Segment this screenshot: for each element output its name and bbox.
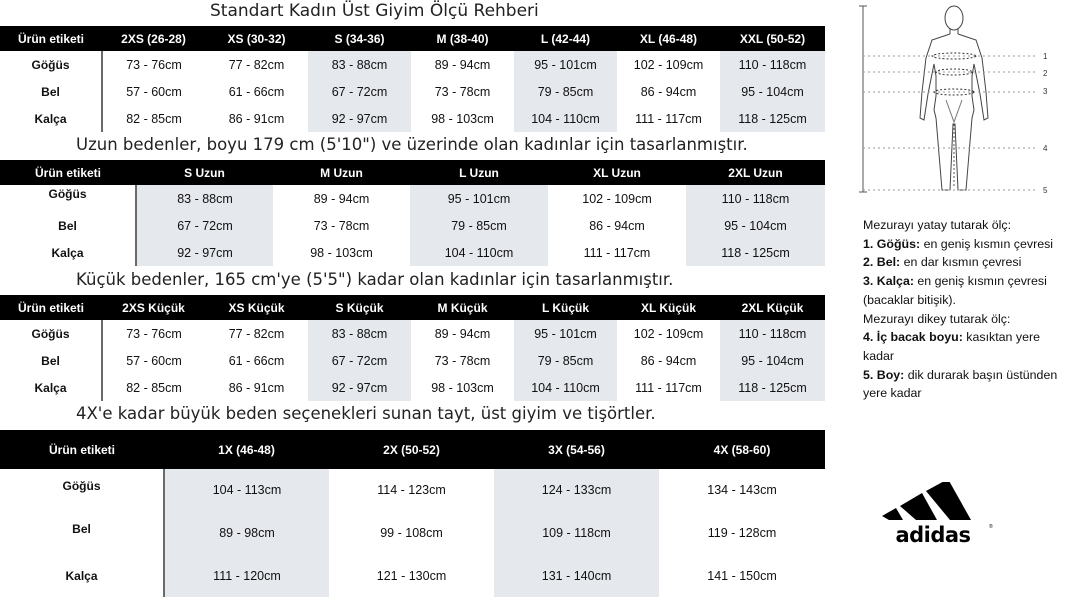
table-cell: 118 - 125cm [686,239,825,266]
table-cell: 98 - 103cm [431,111,494,126]
table-cell: 110 - 118cm [720,51,825,78]
table-cell: 98 - 103cm [310,245,373,260]
table-cell: 119 - 128cm [707,525,777,540]
adidas-performance-logo-icon [876,482,996,546]
marker-1: 1 [1043,52,1048,61]
logo-wordmark: adidas [895,523,971,546]
instruction-text: en dar kısmın çevresi [900,255,1022,270]
tall-note: Uzun bedenler, boyu 179 cm (5'10") ve üzerinde olan kadınlar için tasarlanmıştır. [76,135,748,154]
row-label: Göğüs [0,185,136,212]
table-cell: 83 - 88cm [308,320,411,347]
body-measurement-figure [850,0,1065,200]
table-row [0,320,825,347]
table-cell: 102 - 109cm [633,57,704,72]
table-cell: 83 - 88cm [136,185,273,212]
row-label: Kalça [0,105,102,132]
table-cell: 124 - 133cm [494,469,659,511]
table-cell: 104 - 113cm [164,469,329,511]
table-cell: 82 - 85cm [126,111,182,126]
table-cell: 111 - 117cm [635,380,702,395]
table-row [0,185,825,212]
table-cell: 92 - 97cm [308,105,411,132]
instruction-waist [863,253,1063,272]
table-cell: 86 - 91cm [228,380,285,395]
table-cell: 110 - 118cm [720,320,825,347]
table-cell: 79 - 85cm [410,212,548,239]
table-cell: 104 - 110cm [514,105,617,132]
table-cell: 67 - 72cm [308,78,411,105]
size-header: L (42-44) [514,26,617,51]
marker-4: 4 [1043,144,1048,153]
page-title: Standart Kadın Üst Giyim Ölçü Rehberi [210,1,539,21]
instruction-number: 1. Göğüs: [863,236,921,251]
table-cell: 121 - 130cm [376,568,447,583]
table-cell: 95 - 101cm [514,320,617,347]
row-label: Kalça [0,554,164,597]
row-label: Kalça [0,239,136,266]
table-cell: 95 - 104cm [720,347,825,374]
table-row [0,78,825,105]
tall-size-table [0,160,825,266]
table-cell: 82 - 85cm [126,380,182,395]
svg-text:®: ® [989,524,993,530]
table-cell: 110 - 118cm [686,185,825,212]
size-header: 2XL Küçük [720,295,825,320]
horizontal-instruction: Mezurayı yatay tutarak ölç: [863,218,1012,232]
size-header: XXL (50-52) [720,26,825,51]
size-header: XS (30-32) [205,26,308,51]
size-header: L Uzun [410,160,548,185]
table-row [0,212,825,239]
instruction-hips [863,272,1063,309]
table-cell: 67 - 72cm [136,212,273,239]
table-cell: 92 - 97cm [308,374,411,401]
standard-size-table [0,26,825,132]
instruction-text: dik durarak başın üstünden yere kadar [863,367,1058,401]
row-label: Göğüs [0,469,164,511]
table-cell: 89 - 98cm [164,511,329,554]
plus-size-table [0,430,826,597]
size-header: 2XS Küçük [102,295,205,320]
table-cell: 67 - 72cm [308,347,411,374]
row-label: Göğüs [0,320,102,347]
plus-note: 4X'e kadar büyük beden seçenekleri sunan tayt, üst giyim ve tişörtler. [76,404,656,423]
instruction-number: 4. İç bacak boyu: [863,330,963,345]
size-header: M (38-40) [411,26,514,51]
instruction-number: 2. Bel: [863,255,901,270]
table-cell: 61 - 66cm [228,353,285,368]
table-cell: 73 - 76cm [126,57,182,72]
header-label: Ürün etiketi [0,160,136,185]
instruction-text: en geniş kısmın çevresi [920,236,1054,251]
table-cell: 95 - 104cm [686,212,825,239]
header-label: Ürün etiketi [0,26,102,51]
table-cell: 111 - 117cm [583,245,651,260]
table-cell: 92 - 97cm [136,239,273,266]
table-cell: 73 - 78cm [434,353,491,368]
size-header: S Uzun [136,160,273,185]
table-cell: 57 - 60cm [126,84,182,99]
size-header: 2XL Uzun [686,160,825,185]
row-label: Bel [0,511,164,554]
table-cell: 102 - 109cm [582,191,652,206]
table-cell: 95 - 104cm [720,78,825,105]
table-cell: 83 - 88cm [308,51,411,78]
marker-2: 2 [1043,69,1048,78]
table-row [0,105,825,132]
table-cell: 98 - 103cm [431,380,494,395]
table-cell: 141 - 150cm [707,568,777,583]
header-label: Ürün etiketi [0,295,102,320]
size-header: S (34-36) [308,26,411,51]
table-cell: 86 - 94cm [589,218,645,233]
table-cell: 86 - 94cm [640,353,697,368]
table-cell: 118 - 125cm [720,105,825,132]
petite-note: Küçük bedenler, 165 cm'ye (5'5") kadar olan kadınlar için tasarlanmıştır. [76,270,674,289]
table-cell: 61 - 66cm [228,84,285,99]
size-header: XL Küçük [617,295,720,320]
table-cell: 102 - 109cm [633,326,704,341]
row-label: Göğüs [0,51,102,78]
instruction-inseam [863,328,1063,365]
table-cell: 118 - 125cm [720,374,825,401]
table-row [0,347,825,374]
row-label: Bel [0,78,102,105]
table-cell: 104 - 110cm [514,374,617,401]
table-cell: 86 - 94cm [640,84,697,99]
size-header: M Uzun [273,160,410,185]
size-header: XL (46-48) [617,26,720,51]
size-header: S Küçük [308,295,411,320]
row-label: Bel [0,212,136,239]
size-header: 3X (54-56) [494,430,659,469]
instruction-text: en geniş kısmın çevresi (bacaklar bitişik). [863,274,1047,307]
instruction-number: 5. Boy: [863,367,905,382]
instruction-text: kasıktan yere kadar [863,330,1040,363]
header-label: Ürün etiketi [0,430,164,469]
table-cell: 79 - 85cm [514,347,617,374]
table-cell: 109 - 118cm [494,511,659,554]
size-header: 2X (50-52) [329,430,494,469]
marker-3: 3 [1043,87,1048,96]
table-cell: 77 - 82cm [228,57,285,72]
petite-size-table [0,295,825,401]
table-cell: 95 - 101cm [514,51,617,78]
table-cell: 86 - 91cm [228,111,285,126]
table-cell: 73 - 78cm [313,218,370,233]
table-row [0,469,825,511]
table-cell: 73 - 76cm [126,326,182,341]
table-cell: 79 - 85cm [514,78,617,105]
table-cell: 89 - 94cm [434,326,491,341]
table-cell: 111 - 117cm [635,111,702,126]
table-row [0,239,825,266]
measurement-instructions [863,216,1063,403]
table-row [0,51,825,78]
body-outline-icon [850,0,1065,200]
instruction-number: 3. Kalça: [863,274,914,289]
table-cell: 134 - 143cm [707,483,777,497]
table-cell: 89 - 94cm [313,191,370,206]
table-row [0,374,825,401]
vertical-instruction: Mezurayı dikey tutarak ölç: [863,311,1011,326]
table-cell: 95 - 101cm [410,185,548,212]
size-header: M Küçük [411,295,514,320]
table-cell: 77 - 82cm [228,326,285,341]
size-header: 2XS (26-28) [102,26,205,51]
size-header: XS Küçük [205,295,308,320]
marker-5: 5 [1043,186,1048,195]
instruction-height [863,366,1063,403]
size-header: 1X (46-48) [164,430,329,469]
size-header: L Küçük [514,295,617,320]
size-header: 4X (58-60) [659,430,825,469]
table-cell: 111 - 120cm [164,554,329,597]
table-cell: 114 - 123cm [377,483,446,497]
table-cell: 89 - 94cm [434,57,491,72]
table-cell: 99 - 108cm [380,525,443,540]
table-row [0,554,825,597]
row-label: Bel [0,347,102,374]
table-row [0,511,825,554]
table-cell: 104 - 110cm [410,239,548,266]
table-cell: 131 - 140cm [494,554,659,597]
size-header: XL Uzun [548,160,686,185]
table-cell: 73 - 78cm [434,84,491,99]
row-label: Kalça [0,374,102,401]
instruction-chest [863,235,1063,254]
adidas-logo [876,482,996,546]
table-cell: 57 - 60cm [126,353,182,368]
